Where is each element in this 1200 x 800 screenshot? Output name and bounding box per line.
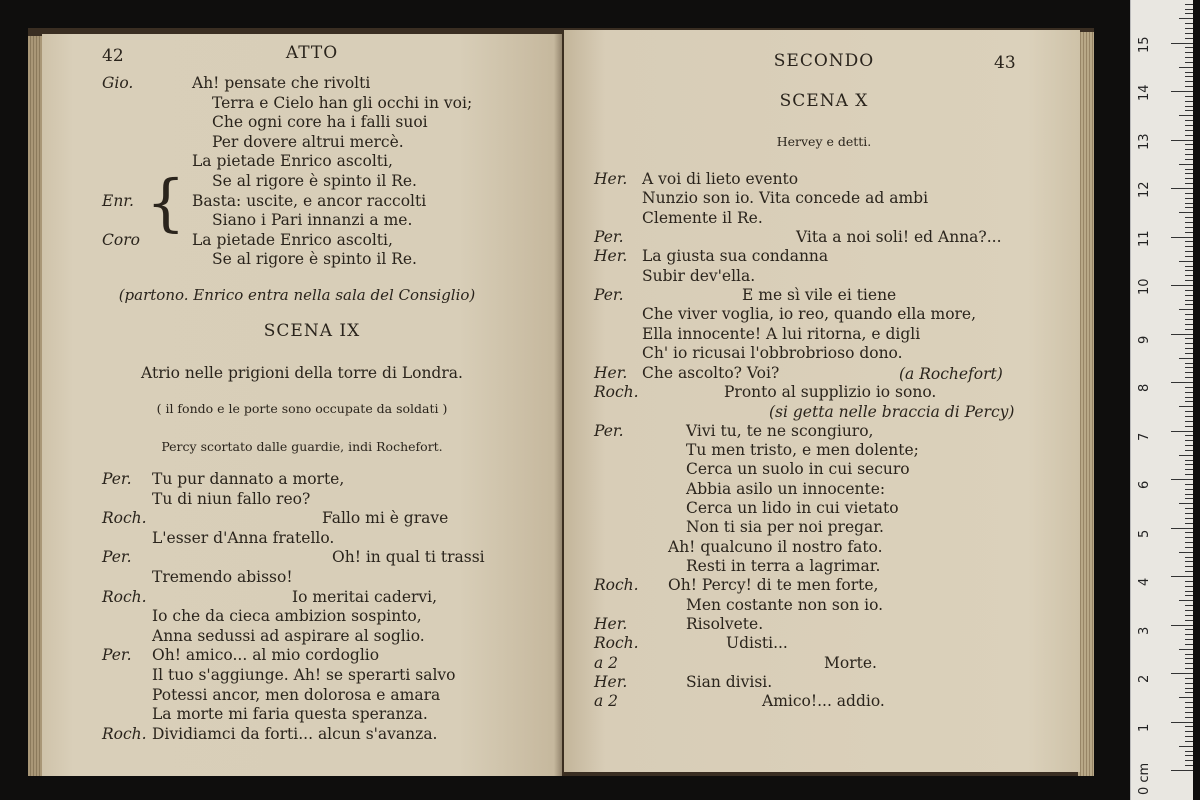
ruler-tick <box>1185 295 1193 296</box>
ruler-tick <box>1185 246 1193 247</box>
verse-line: Tu pur dannato a morte, <box>152 470 345 488</box>
ruler-tick <box>1185 518 1193 519</box>
ruler-tick <box>1171 576 1193 577</box>
ruler-tick <box>1185 751 1193 752</box>
ruler-tick <box>1185 47 1193 48</box>
ruler-tick <box>1185 251 1193 252</box>
scene-characters: Percy scortato dalle guardie, indi Rochefort. <box>161 439 443 454</box>
page-number: 43 <box>994 53 1016 73</box>
speaker-label: Roch. <box>102 587 147 606</box>
ruler-tick <box>1185 615 1193 616</box>
ruler-tick <box>1185 372 1193 373</box>
ruler-number: 1 <box>1137 723 1152 732</box>
ruler-tick <box>1179 503 1193 504</box>
ruler-tick <box>1185 421 1193 422</box>
ruler-tick <box>1185 581 1193 582</box>
ruler-tick <box>1171 528 1193 529</box>
ruler-tick <box>1185 571 1193 572</box>
page-number: 42 <box>102 46 124 66</box>
ruler-tick <box>1171 382 1193 383</box>
ruler-tick <box>1179 600 1193 601</box>
verse-line: Basta: uscite, e ancor raccolti <box>192 191 427 210</box>
ruler-tick <box>1185 586 1193 587</box>
ruler-tick <box>1185 678 1193 679</box>
verse-line: Se al rigore è spinto il Re. <box>212 250 417 269</box>
speaker-label: Per. <box>594 228 624 247</box>
verse-line: La giusta sua condanna <box>642 247 829 266</box>
ruler-tick <box>1185 731 1193 732</box>
ruler-tick <box>1185 663 1193 664</box>
verse-line: Subir dev'ella. <box>642 266 756 285</box>
ruler-tick <box>1185 426 1193 427</box>
verse-line: La pietade Enrico ascolti, <box>192 152 393 171</box>
ruler-tick <box>1185 654 1193 655</box>
ruler-tick <box>1179 261 1193 262</box>
ruler-tick <box>1185 154 1193 155</box>
verse-line: Ah! qualcuno il nostro fato. <box>668 537 883 556</box>
speaker-label: Roch. <box>594 382 639 401</box>
running-header: SECONDO <box>773 51 875 71</box>
ruler-tick <box>1185 227 1193 228</box>
ruler-tick <box>1185 620 1193 621</box>
ruler-tick <box>1185 595 1193 596</box>
verse-line: Per dovere altrui mercè. <box>212 132 404 151</box>
ruler-tick <box>1171 43 1193 44</box>
ruler-tick <box>1185 513 1193 514</box>
speaker-label: Roch. <box>594 576 639 595</box>
speaker-label: Coro <box>102 230 140 249</box>
verse-line: Morte. <box>824 653 877 672</box>
ruler-tick <box>1185 266 1193 267</box>
ruler-tick <box>1185 324 1193 325</box>
ruler-tick <box>1179 67 1193 68</box>
verse-line: Sian divisi. <box>686 673 773 692</box>
verse-line: Cerca un suolo in cui securo <box>686 460 910 479</box>
ruler-tick <box>1171 334 1193 335</box>
ruler-tick <box>1185 392 1193 393</box>
ruler-tick <box>1185 125 1193 126</box>
verse-line: Io che da cieca ambizion sospinto, <box>152 607 422 626</box>
ruler-tick <box>1185 348 1193 349</box>
ruler-tick <box>1171 285 1193 286</box>
ruler-number: 6 <box>1137 480 1152 489</box>
ruler-tick <box>1185 120 1193 121</box>
ruler-tick <box>1185 57 1193 58</box>
stage-aside: (si getta nelle braccia di Percy) <box>769 403 1015 421</box>
ruler-tick <box>1185 198 1193 199</box>
ruler-number: 3 <box>1137 626 1152 635</box>
ruler-tick <box>1185 9 1193 10</box>
speaker-label: Her. <box>594 170 628 188</box>
speaker-label: Per. <box>102 646 132 665</box>
ruler-tick <box>1185 217 1193 218</box>
speaker-label: Roch. <box>594 634 639 653</box>
ruler-tick <box>1185 460 1193 461</box>
speaker-label: Roch. <box>102 724 147 743</box>
scene-title: SCENA IX <box>263 321 361 341</box>
speaker-label: Her. <box>594 615 628 634</box>
verse-line: Siano i Pari innanzi a me. <box>212 211 413 230</box>
ruler-tick <box>1179 115 1193 116</box>
speaker-label: a 2 <box>594 653 619 672</box>
verse-line: Anna sedussi ad aspirare al soglio. <box>152 626 425 645</box>
verse-line: Oh! in qual ti trassi <box>332 548 485 567</box>
ruler-tick <box>1185 135 1193 136</box>
ruler-tick <box>1185 644 1193 645</box>
verse-line: Nunzio son io. Vita concede ad ambi <box>642 189 929 208</box>
ruler-tick <box>1185 707 1193 708</box>
ruler-tick <box>1171 431 1193 432</box>
ruler-tick <box>1185 367 1193 368</box>
ruler-tick <box>1185 765 1193 766</box>
verse-line: Io meritai cadervi, <box>292 587 438 606</box>
ruler-tick <box>1185 605 1193 606</box>
ruler-tick <box>1185 159 1193 160</box>
ruler-tick <box>1185 183 1193 184</box>
verse-line: Men costante non son io. <box>686 595 884 614</box>
ruler-tick <box>1185 469 1193 470</box>
ruler-tick <box>1185 81 1193 82</box>
verse-line: E me sì vile ei tiene <box>742 286 897 305</box>
ruler-tick <box>1185 542 1193 543</box>
ruler-tick <box>1185 270 1193 271</box>
ruler-tick <box>1179 746 1193 747</box>
ruler-tick <box>1179 212 1193 213</box>
verse-line: Dividiamci da forti... alcun s'avanza. <box>152 724 438 743</box>
ruler-tick <box>1185 464 1193 465</box>
verse-line: Vivi tu, te ne scongiuro, <box>686 421 874 440</box>
ruler-tick <box>1171 722 1193 723</box>
ruler-number: 9 <box>1137 335 1152 344</box>
ruler-tick <box>1171 188 1193 189</box>
ruler-tick <box>1185 741 1193 742</box>
ruler-tick <box>1185 377 1193 378</box>
ruler-tick <box>1185 106 1193 107</box>
ruler-unit-label: 0 cm <box>1137 762 1152 795</box>
verse-line: Che ascolto? Voi? <box>642 363 780 382</box>
verse-line: Udisti... <box>726 634 788 653</box>
ruler-tick <box>1185 411 1193 412</box>
ruler-tick <box>1185 62 1193 63</box>
ruler-tick <box>1185 23 1193 24</box>
ruler-tick <box>1185 668 1193 669</box>
verse-line: Il tuo s'aggiunge. Ah! se sperarti salvo <box>152 666 456 684</box>
ruler-tick <box>1185 397 1193 398</box>
ruler-tick <box>1185 639 1193 640</box>
ruler-number: 13 <box>1137 132 1152 150</box>
verse-line: Tu di niun fallo reo? <box>152 489 311 508</box>
ruler-tick <box>1185 290 1193 291</box>
ruler-number: 14 <box>1137 84 1152 101</box>
ruler-tick <box>1185 149 1193 150</box>
ruler-tick <box>1185 566 1193 567</box>
verse-line: Che ogni core ha i falli suoi <box>212 113 428 132</box>
ruler-tick <box>1185 304 1193 305</box>
speaker-label: a 2 <box>594 692 619 711</box>
verse-line: Tremendo abisso! <box>152 568 293 586</box>
verse-line: La pietade Enrico ascolti, <box>192 230 393 249</box>
verse-line: Cerca un lido in cui vietato <box>686 498 899 517</box>
verse-line: Amico!... addio. <box>762 692 885 711</box>
verse-line: Ah! pensate che rivolti <box>192 74 371 92</box>
ruler-tick <box>1185 561 1193 562</box>
ruler-tick <box>1185 416 1193 417</box>
ruler-tick <box>1185 537 1193 538</box>
ruler-tick <box>1185 363 1193 364</box>
ruler-tick <box>1185 144 1193 145</box>
ruler-tick <box>1185 508 1193 509</box>
speaker-label: Per. <box>594 421 624 440</box>
left-page <box>42 34 562 776</box>
ruler-tick <box>1171 673 1193 674</box>
ruler-tick <box>1185 435 1193 436</box>
ruler-tick <box>1185 484 1193 485</box>
ruler-tick <box>1185 338 1193 339</box>
ruler-tick <box>1185 130 1193 131</box>
ruler-tick <box>1185 634 1193 635</box>
ruler-tick <box>1185 203 1193 204</box>
ruler-tick <box>1185 256 1193 257</box>
speaker-label: Per. <box>594 286 624 305</box>
ruler-tick <box>1185 76 1193 77</box>
verse-line: Clemente il Re. <box>642 208 763 227</box>
ruler-tick <box>1185 86 1193 87</box>
scene-setting-note: ( il fondo e le porte sono occupate da soldati ) <box>156 401 448 416</box>
ruler-tick <box>1185 300 1193 301</box>
verse-line: Fallo mi è grave <box>322 509 449 528</box>
ruler-tick <box>1185 591 1193 592</box>
ruler-tick <box>1185 494 1193 495</box>
ruler-tick <box>1179 309 1193 310</box>
ruler-tick <box>1185 193 1193 194</box>
speaker-label: Her. <box>594 363 628 382</box>
ruler-tick <box>1185 4 1193 5</box>
ruler-tick <box>1185 712 1193 713</box>
ruler-tick <box>1179 552 1193 553</box>
stage-direction: (partono. Enrico entra nella sala del Consiglio) <box>118 286 476 304</box>
ruler-tick <box>1185 178 1193 179</box>
ruler-tick <box>1185 232 1193 233</box>
ruler-tick <box>1171 91 1193 92</box>
verse-line: Oh! Percy! di te men forte, <box>668 576 879 595</box>
ruler-tick <box>1185 450 1193 451</box>
ruler-tick <box>1185 760 1193 761</box>
ruler-tick <box>1185 387 1193 388</box>
ruler-tick <box>1185 241 1193 242</box>
ruler-tick <box>1185 319 1193 320</box>
ruler-tick <box>1185 13 1193 14</box>
verse-line: Potessi ancor, men dolorosa e amara <box>152 685 441 704</box>
right-page-edges <box>1078 32 1094 776</box>
speaker-label: Her. <box>594 247 628 266</box>
ruler-tick <box>1185 523 1193 524</box>
verse-line: Se al rigore è spinto il Re. <box>212 172 417 190</box>
open-book <box>28 28 1094 776</box>
ruler-tick <box>1185 557 1193 558</box>
ruler-tick <box>1185 532 1193 533</box>
ruler-number: 7 <box>1137 432 1152 441</box>
verse-line: Resti in terra a lagrimar. <box>686 557 881 575</box>
verse-line: Tu men tristo, e men dolente; <box>686 440 919 459</box>
verse-line: Vita a noi soli! ed Anna?... <box>796 228 1002 247</box>
brace: { <box>146 166 186 239</box>
ruler-tick <box>1179 406 1193 407</box>
ruler-tick <box>1185 38 1193 39</box>
ruler-tick <box>1185 702 1193 703</box>
verse-line: Terra e Cielo han gli occhi in voi; <box>212 93 473 112</box>
ruler-tick <box>1185 440 1193 441</box>
ruler-tick <box>1185 280 1193 281</box>
ruler-number: 8 <box>1137 383 1152 392</box>
ruler-tick <box>1185 445 1193 446</box>
scene-title: SCENA X <box>779 91 869 111</box>
ruler-tick <box>1185 28 1193 29</box>
ruler-tick <box>1179 164 1193 165</box>
ruler-tick <box>1171 140 1193 141</box>
verse-line: Oh! amico... al mio cordoglio <box>152 646 380 665</box>
speaker-label: Enr. <box>102 191 134 210</box>
scene-setting: Atrio nelle prigioni della torre di Londra. <box>141 364 463 382</box>
ruler-number: 11 <box>1137 229 1152 247</box>
ruler-tick <box>1185 498 1193 499</box>
ruler-tick <box>1185 101 1193 102</box>
right-page <box>564 30 1080 772</box>
verse-line: Risolvete. <box>686 615 764 634</box>
ruler-tick <box>1185 33 1193 34</box>
ruler-number: 15 <box>1137 35 1152 53</box>
speaker-label: Roch. <box>102 509 147 528</box>
ruler-tick <box>1185 489 1193 490</box>
ruler-tick <box>1185 474 1193 475</box>
ruler-tick <box>1185 314 1193 315</box>
ruler-tick <box>1185 343 1193 344</box>
ruler-tick <box>1185 222 1193 223</box>
scene-characters: Hervey e detti. <box>776 134 872 149</box>
ruler-tick <box>1185 610 1193 611</box>
ruler-tick <box>1185 353 1193 354</box>
ruler-tick <box>1185 547 1193 548</box>
verse-line: Abbia asilo un innocente: <box>686 479 886 498</box>
ruler-number: 10 <box>1137 278 1152 295</box>
ruler-tick <box>1179 649 1193 650</box>
ruler-tick <box>1185 329 1193 330</box>
ruler-tick <box>1171 237 1193 238</box>
stage-aside: (a Rochefort) <box>899 365 1003 383</box>
verse-line: Pronto al supplizio io sono. <box>724 382 937 401</box>
ruler-tick <box>1185 692 1193 693</box>
speaker-label: Her. <box>594 673 628 692</box>
ruler-tick <box>1171 625 1193 626</box>
ruler-tick <box>1179 358 1193 359</box>
ruler-tick <box>1185 96 1193 97</box>
ruler-tick <box>1185 717 1193 718</box>
ruler-tick <box>1185 110 1193 111</box>
ruler-tick <box>1179 18 1193 19</box>
ruler-tick <box>1185 683 1193 684</box>
speaker-label: Per. <box>102 470 132 488</box>
ruler-tick <box>1185 726 1193 727</box>
ruler-tick <box>1185 173 1193 174</box>
verse-line: Non ti sia per noi pregar. <box>686 518 884 537</box>
ruler-tick <box>1185 658 1193 659</box>
ruler-tick <box>1179 697 1193 698</box>
verse-line: La morte mi faria questa speranza. <box>152 705 428 724</box>
verse-line: L'esser d'Anna fratello. <box>152 528 335 547</box>
speaker-label: Gio. <box>102 74 134 92</box>
ruler-number: 5 <box>1137 529 1152 538</box>
ruler-tick <box>1185 52 1193 53</box>
verse-line: Ella innocente! A lui ritorna, e digli <box>642 324 921 343</box>
ruler-number: 12 <box>1137 181 1152 198</box>
ruler-tick <box>1185 688 1193 689</box>
ruler-tick <box>1179 455 1193 456</box>
ruler-tick <box>1185 72 1193 73</box>
ruler-tick <box>1171 770 1193 771</box>
ruler-number: 4 <box>1137 577 1152 586</box>
measuring-ruler <box>1130 0 1193 800</box>
ruler-tick <box>1185 401 1193 402</box>
speaker-label: Per. <box>102 548 132 567</box>
ruler-number: 2 <box>1137 674 1152 683</box>
ruler-tick <box>1185 207 1193 208</box>
ruler-tick <box>1185 275 1193 276</box>
ruler-tick <box>1171 479 1193 480</box>
running-header: ATTO <box>285 43 339 63</box>
verse-line: Ch' io ricusai l'obbrobrioso dono. <box>642 344 903 363</box>
ruler-tick <box>1185 629 1193 630</box>
verse-line: A voi di lieto evento <box>642 170 799 188</box>
verse-line: Che viver voglia, io reo, quando ella more, <box>642 305 977 324</box>
ruler-tick <box>1185 169 1193 170</box>
ruler-tick <box>1185 736 1193 737</box>
ruler-tick <box>1185 755 1193 756</box>
